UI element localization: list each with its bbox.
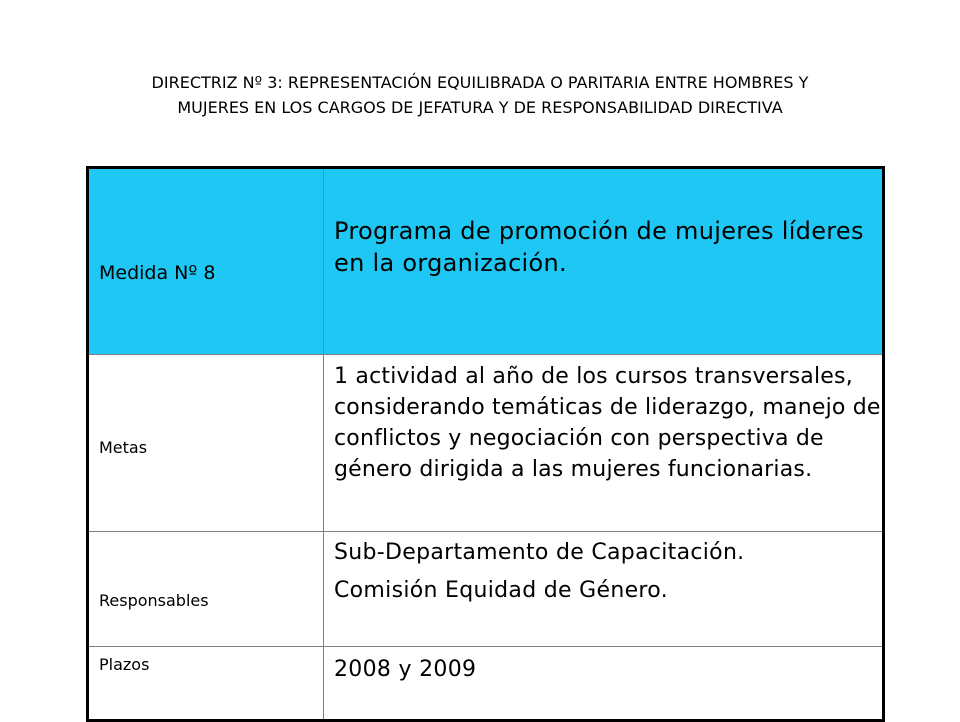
medida-label: Medida Nº 8 xyxy=(88,168,324,355)
plazos-value-cell xyxy=(324,647,884,721)
title-line-2: MUJERES EN LOS CARGOS DE JEFATURA Y DE RESPONSABILIDAD DIRECTIVA xyxy=(177,98,783,117)
metas-value-cell xyxy=(324,355,884,532)
responsable-line-2: Comisión Equidad de Género. xyxy=(334,578,668,603)
table-row-metas xyxy=(88,355,884,532)
responsables-label: Responsables xyxy=(88,532,324,647)
metas-label: Metas xyxy=(88,355,324,532)
measure-table xyxy=(86,166,885,722)
plazos-label: Plazos xyxy=(88,647,324,721)
title-line-1: DIRECTRIZ Nº 3: REPRESENTACIÓN EQUILIBRADA O PARITARIA ENTRE HOMBRES Y xyxy=(151,73,809,92)
medida-value-cell xyxy=(324,168,884,355)
table-row-medida xyxy=(88,168,884,355)
responsables-value xyxy=(334,532,882,610)
table-row-plazos xyxy=(88,647,884,721)
table-row-responsables xyxy=(88,532,884,647)
plazos-value: 2008 y 2009 xyxy=(334,657,477,682)
metas-value: 1 actividad al año de los cursos transversales, considerando temáticas de liderazgo, manejo de conflictos y negociación con perspectiva de género dirigida a las mujeres funcionarias. xyxy=(334,364,881,482)
responsables-value-cell xyxy=(324,532,884,647)
responsable-line-1: Sub-Departamento de Capacitación. xyxy=(334,540,745,565)
medida-value: Programa de promoción de mujeres líderes en la organización. xyxy=(334,217,864,277)
page-title xyxy=(40,70,920,120)
